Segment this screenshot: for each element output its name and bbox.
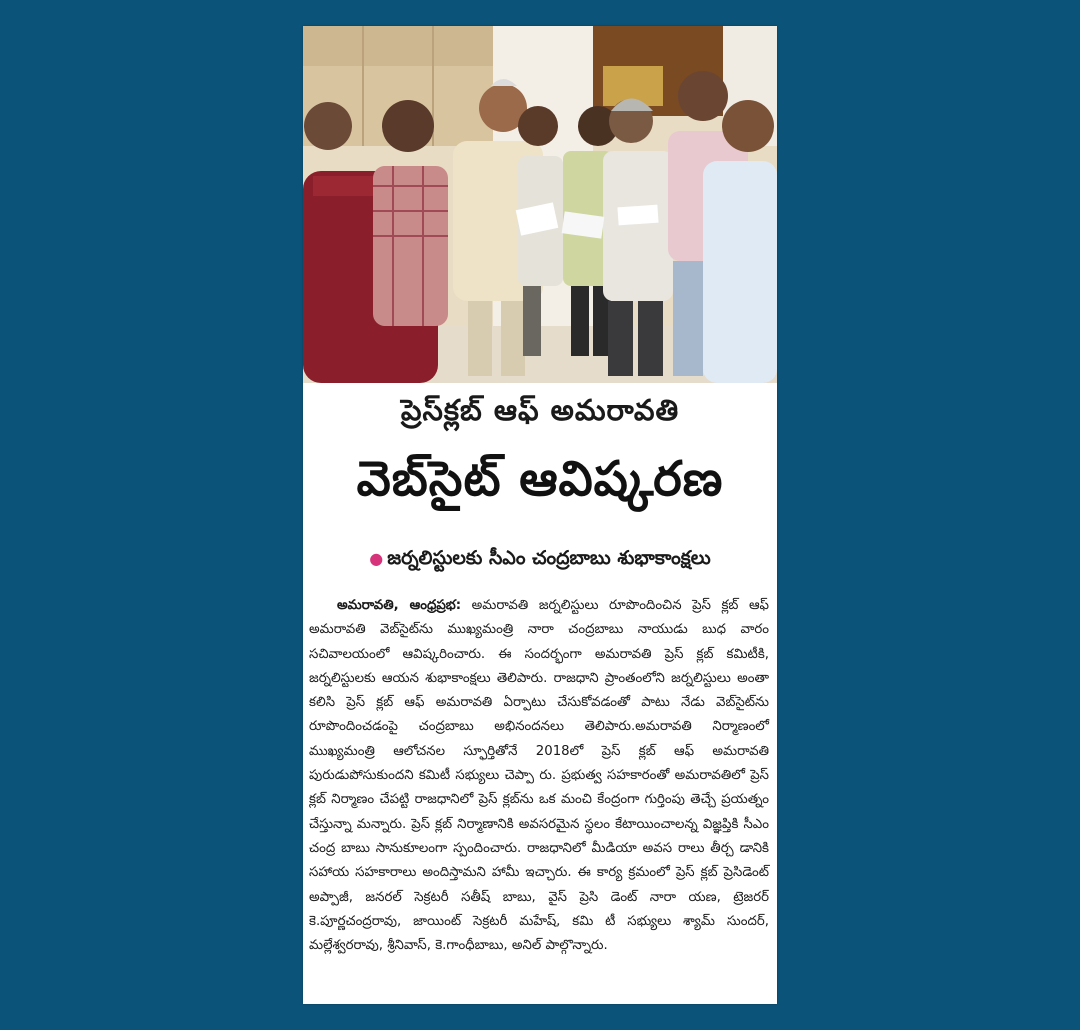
article-body-text: అమరావతి జర్నలిస్టులు రూపొందించిన ప్రెస్ క్లబ్ ఆఫ్ అమరావతి వెబ్‌సైట్‌ను ముఖ్యమంత్రి నారా చంద్రబాబు నాయుడు బుధ వారం సచివాలయంలో ఆవిష్కరించారు. ఈ సందర్భంగా అమరావతి ప్రెస్ క్లబ్ కమిటీకి, జర్నలిస్టులకు ఆయన శుభాకాంక్షలు తెలిపారు. రాజధాని ప్రాంతంలోని జర్నలిస్టులు అంతా కలిసి ప్రెస్ క్లబ్ ఆఫ్ అమరావతి ఏర్పాటు చేసుకోవడంతో పాటు నేడు వెబ్‌సైట్‌ను రూపొందించడంపై చంద్రబాబు అభినందనలు తెలిపారు.అమరావతి నిర్మాణంలో ముఖ్యమంత్రి ఆలోచనల స్ఫూర్తితోనే 2018లో ప్రెస్ క్లబ్ ఆఫ్ అమరావతి పురుడుపోసుకుందని కమిటీ సభ్యులు చెప్పా రు. ప్రభుత్వ సహకారంతో అమరావతిలో ప్రెస్ క్లబ్ నిర్మాణం చేపట్టి రాజధానిలో ప్రెస్ క్లబ్‌ను ఒక మంచి కేంద్రంగా గుర్తింపు తెచ్చే ప్రయత్నం చేస్తున్నా మన్నారు. ప్రెస్ క్లబ్ నిర్మాణానికి అవసరమైన స్థలం కేటాయించాలన్న విజ్ఞప్తికి సీఎం చంద్ర బాబు సానుకూలంగా స్పందించారు. రాజధానిలో మీడియా అవస రాలు తీర్చ డానికి సహాయ సహకారాలు అందిస్తామని హామీ ఇచ్చారు. ఈ కార్య క్రమంలో ప్రెస్ క్లబ్ ప్రెసిడెంట్ అప్పాజీ, జనరల్ సెక్రటరీ సతీష్ బాబు, వైస్ ప్రెసి డెంట్ నారా యణ, ట్రెజరర్ కె.పూర్ణచంద్రరావు, జాయింట్ సెక్రటరీ మహేష్, కమి టీ సభ్యులు శ్యామ్ సుందర్, మల్లేశ్వరరావు, శ్రీనివాస్, కె.గాంధీబాబు, అనిల్ పాల్గొన్నారు. bbox=[309, 598, 770, 954]
news-photo bbox=[303, 26, 777, 383]
article-body bbox=[309, 594, 769, 958]
article-subheadline bbox=[303, 547, 777, 574]
news-photo-illustration bbox=[303, 26, 777, 383]
article-headline: వెబ్‌సైట్ ఆవిష్కరణ bbox=[356, 451, 724, 507]
newspaper-clipping bbox=[303, 26, 777, 1004]
subheadline-text: జర్నలిస్టులకు సీఎం చంద్రబాబు శుభాకాంక్షలు bbox=[387, 547, 711, 569]
bullet-icon: ● bbox=[369, 549, 384, 568]
article-kicker: ప్రెస్‌క్లబ్ ఆఫ్ అమరావతి bbox=[400, 393, 680, 427]
article-dateline: అమరావతి, ఆంధ్రప్రభ: bbox=[337, 598, 462, 613]
